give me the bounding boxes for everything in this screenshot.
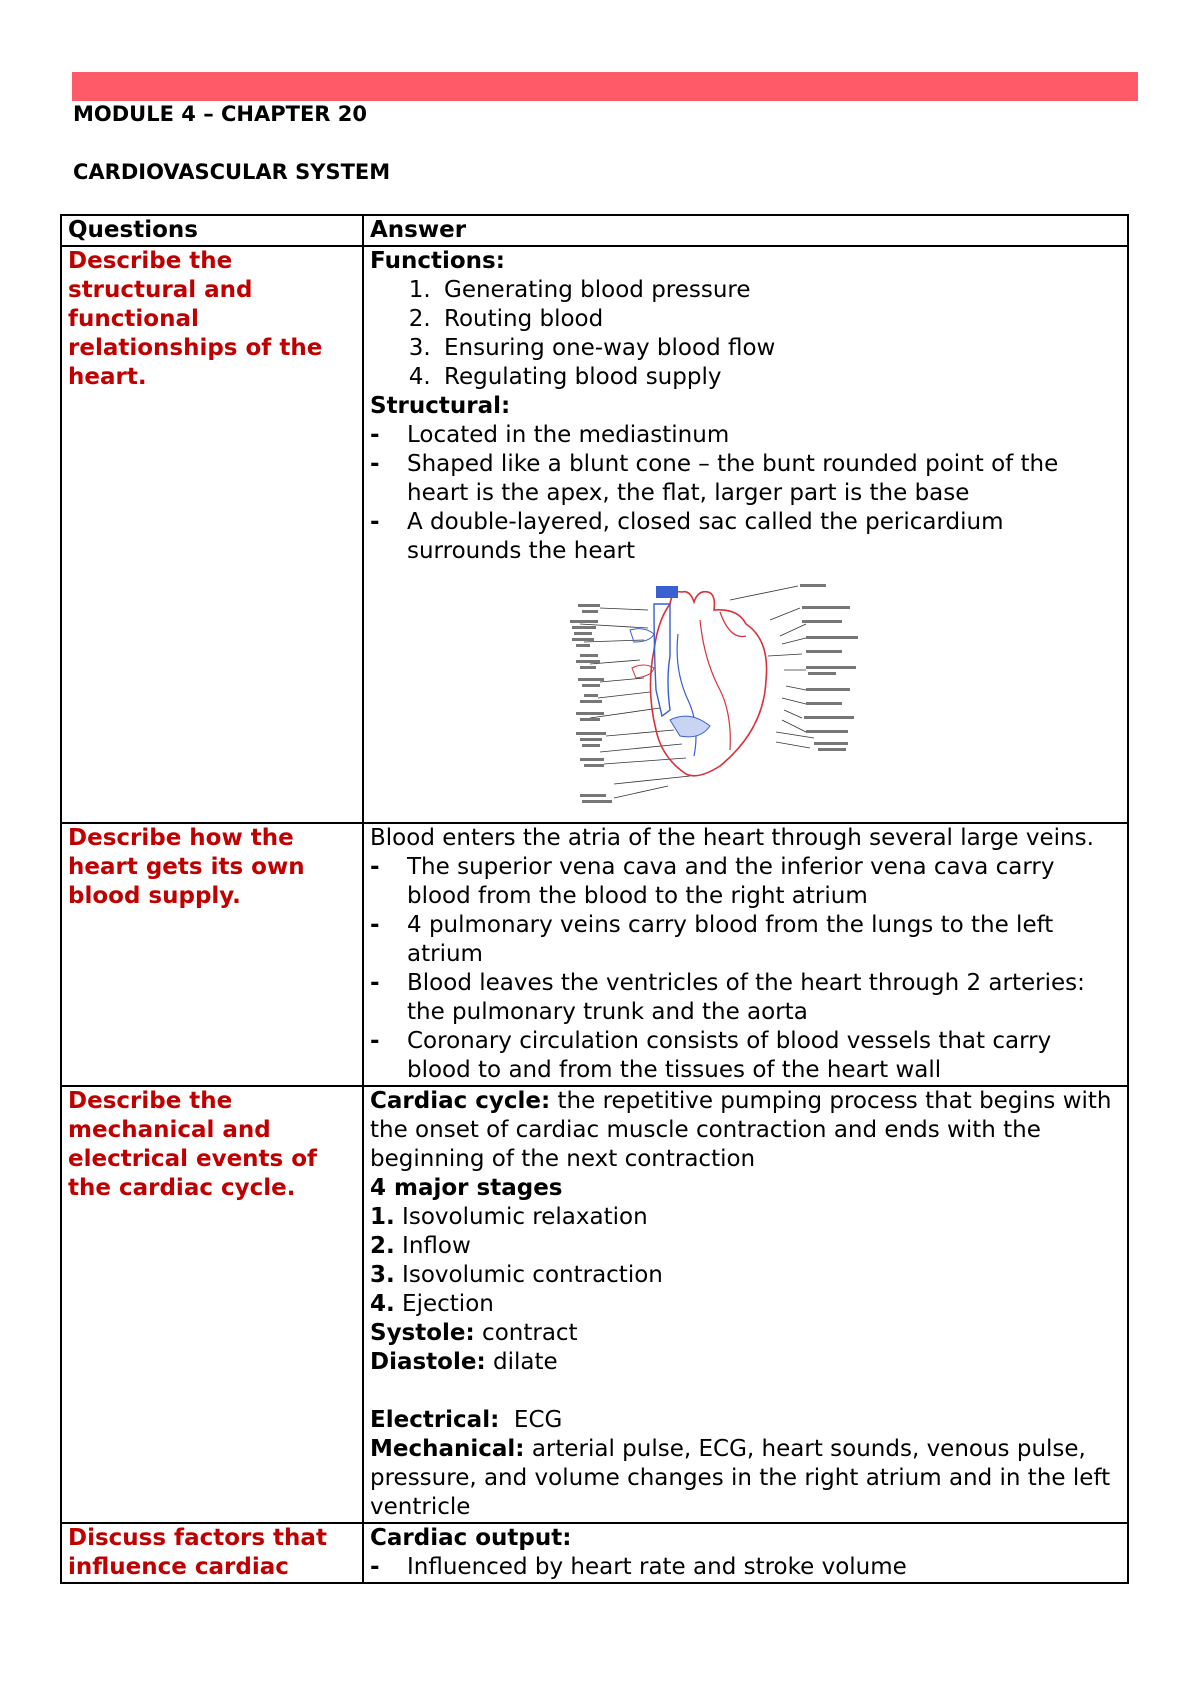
cardiac-output-label: Cardiac output:: [370, 1525, 572, 1551]
stage-text: Isovolumic relaxation: [394, 1204, 648, 1230]
systole-label: Systole:: [370, 1320, 475, 1346]
qa-table: [60, 214, 1129, 1584]
stage-number: 1.: [370, 1204, 395, 1230]
diastole-label: Diastole:: [370, 1349, 486, 1375]
list-item: 2. Routing blood: [438, 305, 1121, 334]
functions-list: [370, 276, 1121, 392]
list-item: [370, 1232, 1121, 1261]
list-item: - Shaped like a blunt cone – the bunt rounded point of the heart is the apex, the flat, larger part is the base: [370, 450, 1121, 508]
list-item: 4. Regulating blood supply: [438, 363, 1121, 392]
question-cell: Describe the structural and functional relationships of the heart.: [61, 246, 363, 823]
list-item: - 4 pulmonary veins carry blood from the lungs to the left atrium: [370, 911, 1121, 969]
mechanical-line: [370, 1435, 1121, 1522]
table-header-row: [61, 215, 1128, 246]
stage-text: Ejection: [394, 1291, 494, 1317]
systole-line: [370, 1319, 1121, 1348]
stage-text: Isovolumic contraction: [394, 1262, 663, 1288]
question-cell: Describe the mechanical and electrical events of the cardiac cycle.: [61, 1086, 363, 1523]
diastole-line: [370, 1348, 1121, 1377]
electrical-text: ECG: [499, 1407, 563, 1433]
table-row: [61, 823, 1128, 1086]
list-item: [370, 1290, 1121, 1319]
list-item: 3. Ensuring one-way blood flow: [438, 334, 1121, 363]
stage-number: 3.: [370, 1262, 395, 1288]
answer-cell: [363, 246, 1128, 823]
table-row: [61, 1523, 1128, 1583]
header-banner: [72, 72, 1138, 101]
electrical-label: Electrical:: [370, 1407, 500, 1433]
cardiac-cycle-text: the repetitive pumping process that begins with the onset of cardiac muscle contraction and ends with the beginning of the next contraction: [370, 1088, 1112, 1172]
question-cell: Discuss factors that influence cardiac: [61, 1523, 363, 1583]
table-row: [61, 1086, 1128, 1523]
header-questions: Questions: [61, 215, 363, 246]
blood-supply-list: [370, 853, 1121, 1085]
mechanical-text: arterial pulse, ECG, heart sounds, venous pulse, pressure, and volume changes in the right atrium and in the left ventricle: [370, 1436, 1111, 1520]
cardiac-cycle-definition: [370, 1087, 1121, 1174]
diastole-text: dilate: [485, 1349, 558, 1375]
stage-number: 4.: [370, 1291, 395, 1317]
answer-cell: [363, 1523, 1128, 1583]
mechanical-label: Mechanical:: [370, 1436, 525, 1462]
list-item: - Blood leaves the ventricles of the heart through 2 arteries: the pulmonary trunk and the aorta: [370, 969, 1121, 1027]
list-item: - A double-layered, closed sac called the pericardium surrounds the heart: [370, 508, 1121, 566]
module-title: MODULE 4 – CHAPTER 20: [73, 102, 368, 126]
stage-text: Inflow: [394, 1233, 471, 1259]
cardiac-cycle-label: Cardiac cycle:: [370, 1088, 551, 1114]
answer-cell: [363, 823, 1128, 1086]
electrical-line: [370, 1406, 1121, 1435]
table-row: [61, 246, 1128, 823]
list-item: - Coronary circulation consists of blood vessels that carry blood to and from the tissues of the heart wall: [370, 1027, 1121, 1085]
stages-label: 4 major stages: [370, 1175, 563, 1201]
heart-anatomy-diagram-icon: [570, 580, 910, 808]
header-answer: Answer: [363, 215, 1128, 246]
question-cell: Describe how the heart gets its own blood supply.: [61, 823, 363, 1086]
subject-title: CARDIOVASCULAR SYSTEM: [73, 160, 391, 184]
answer-cell: [363, 1086, 1128, 1523]
blood-supply-intro: Blood enters the atria of the heart through several large veins.: [370, 825, 1094, 851]
functions-label: Functions:: [370, 248, 505, 274]
list-item: - Located in the mediastinum: [370, 421, 1121, 450]
structural-list: [370, 421, 1121, 566]
list-item: 1. Generating blood pressure: [438, 276, 1121, 305]
list-item: - The superior vena cava and the inferior vena cava carry blood from the blood to the right atrium: [370, 853, 1121, 911]
list-item: - Influenced by heart rate and stroke volume: [370, 1553, 1121, 1582]
stage-number: 2.: [370, 1233, 395, 1259]
list-item: [370, 1203, 1121, 1232]
cardiac-output-list: [370, 1553, 1121, 1582]
systole-text: contract: [474, 1320, 578, 1346]
list-item: [370, 1261, 1121, 1290]
structural-label: Structural:: [370, 393, 511, 419]
